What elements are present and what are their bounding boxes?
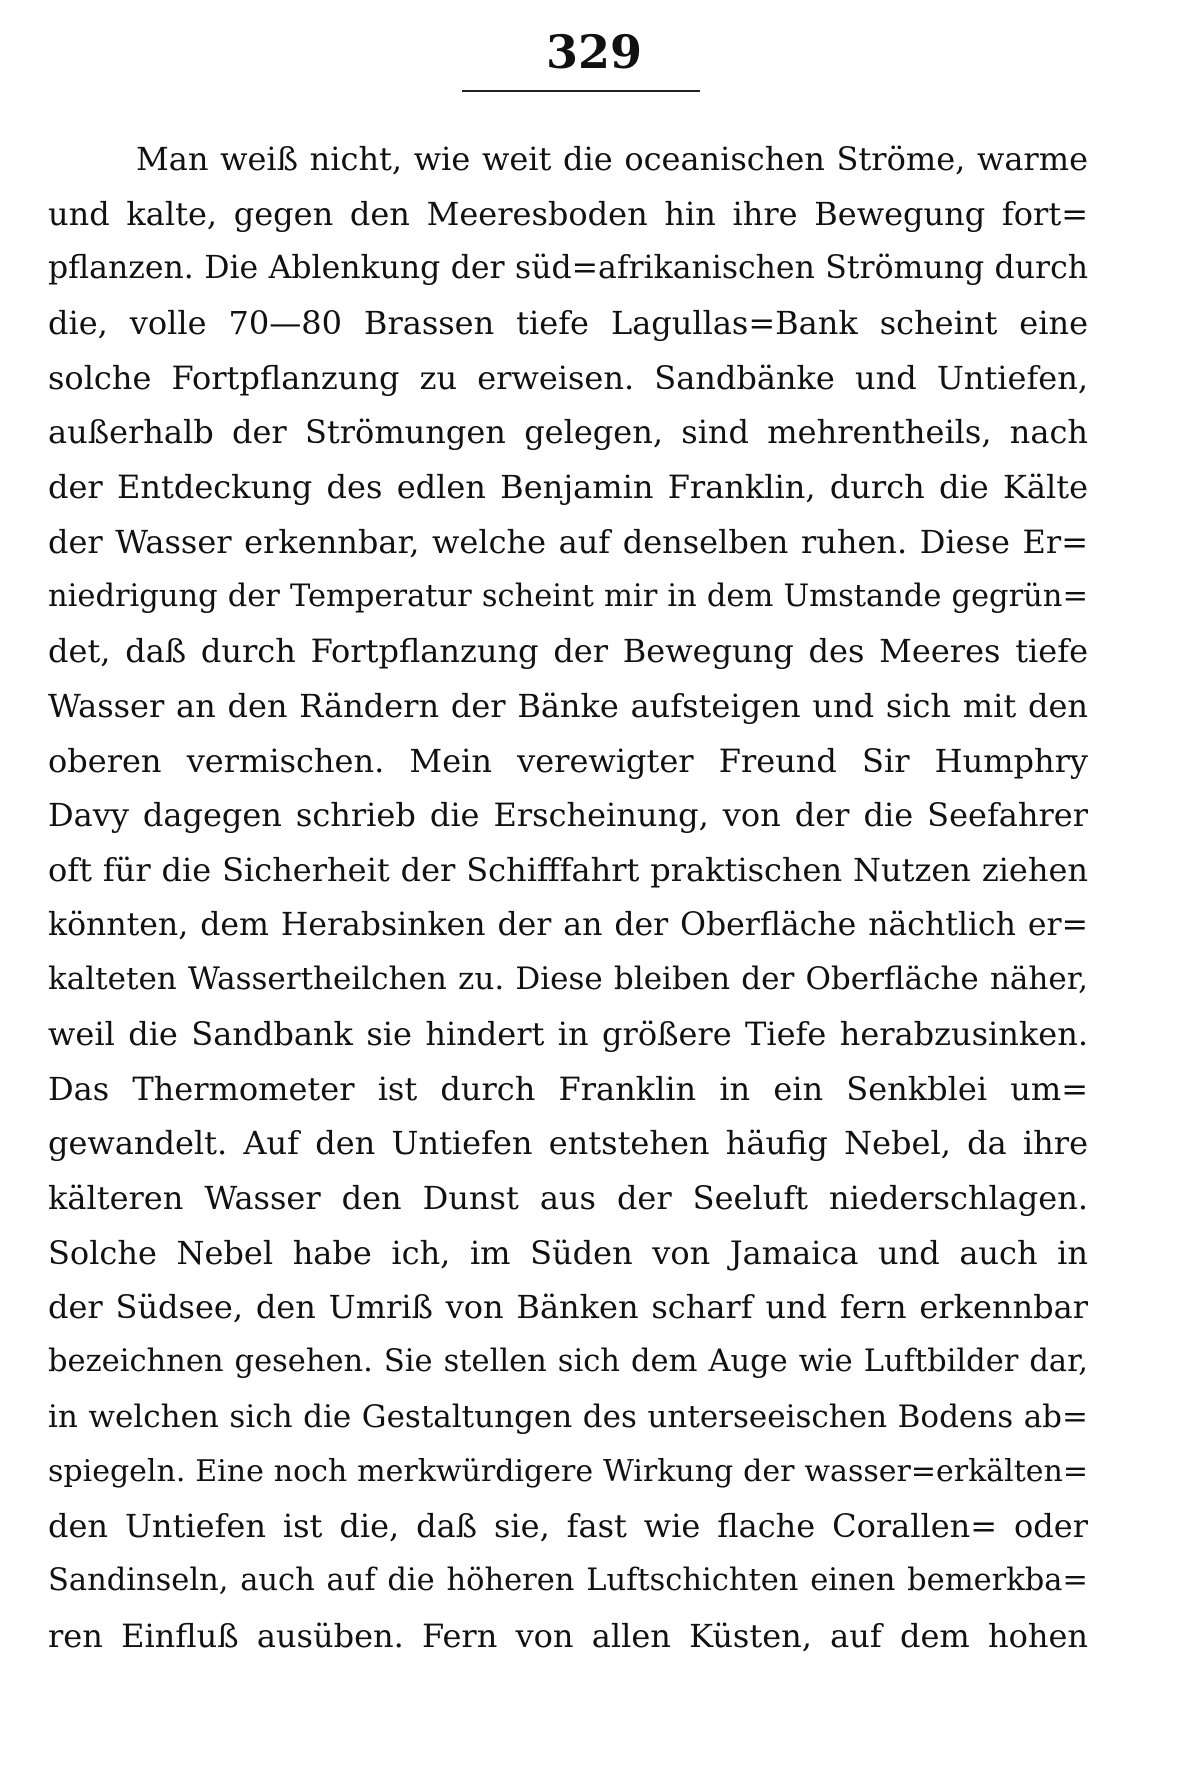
text-line: oberen vermischen. Mein verewigter Freund Sir Humphry: [48, 741, 1088, 780]
text-line: det, daß durch Fortpflanzung der Bewegung des Meeres tiefe: [48, 632, 1088, 671]
text-line: der Entdeckung des edlen Benjamin Franklin, durch die Kälte: [48, 468, 1088, 507]
text-line: solche Fortpflanzung zu erweisen. Sandbänke und Untiefen,: [48, 358, 1088, 397]
text-line: der Südsee, den Umriß von Bänken scharf und fern erkennbar: [48, 1288, 1088, 1327]
text-line: in welchen sich die Gestaltungen des unterseeischen Bodens ab=: [48, 1398, 1088, 1435]
text-line: oft für die Sicherheit der Schifffahrt praktischen Nutzen ziehen: [48, 850, 1088, 889]
text-line: den Untiefen ist die, daß sie, fast wie flache Corallen= oder: [48, 1507, 1088, 1546]
text-line: bezeichnen gesehen. Sie stellen sich dem Auge wie Luftbilder dar,: [48, 1344, 1088, 1380]
text-line: spiegeln. Eine noch merkwürdigere Wirkung der wasser=erkälten=: [48, 1453, 1088, 1489]
text-line: Sandinseln, auch auf die höheren Luftschichten einen bemerkba=: [48, 1562, 1088, 1598]
page-number: 329: [545, 25, 643, 79]
text-line: kalteten Wassertheilchen zu. Diese bleiben der Oberfläche näher,: [48, 961, 1088, 998]
text-line: Wasser an den Rändern der Bänke aufsteigen und sich mit den: [48, 686, 1088, 725]
text-line: gewandelt. Auf den Untiefen entstehen häufig Nebel, da ihre: [48, 1124, 1088, 1163]
text-line: könnten, dem Herabsinken der an der Oberfläche nächtlich er=: [48, 906, 1088, 943]
text-line: außerhalb der Strömungen gelegen, sind mehrentheils, nach: [48, 413, 1088, 452]
text-line: und kalte, gegen den Meeresboden hin ihre Bewegung fort=: [48, 194, 1088, 233]
text-line: die, volle 70—80 Brassen tiefe Lagullas=Bank scheint eine: [48, 304, 1088, 343]
text-line: Das Thermometer ist durch Franklin in ein Senkblei um=: [48, 1069, 1088, 1108]
text-line: weil die Sandbank sie hindert in größere Tiefe herabzusinken.: [48, 1015, 1088, 1053]
text-line: niedrigung der Temperatur scheint mir in dem Umstande gegrün=: [48, 578, 1088, 614]
text-line: kälteren Wasser den Dunst aus der Seeluft niederschlagen.: [48, 1179, 1088, 1218]
text-line: Man weiß nicht, wie weit die oceanischen Ströme, warme: [136, 140, 1088, 178]
body-text: [48, 132, 1088, 1663]
text-line: der Wasser erkennbar, welche auf denselben ruhen. Diese Er=: [48, 522, 1088, 561]
text-line: ren Einfluß ausüben. Fern von allen Küsten, auf dem hohen: [48, 1616, 1088, 1655]
header-rule: [462, 90, 700, 92]
text-line: pflanzen. Die Ablenkung der süd=afrikanischen Strömung durch: [48, 250, 1088, 287]
text-line: Solche Nebel habe ich, im Süden von Jamaica und auch in: [48, 1233, 1088, 1272]
text-line: Davy dagegen schrieb die Erscheinung, von der die Seefahrer: [48, 796, 1088, 835]
